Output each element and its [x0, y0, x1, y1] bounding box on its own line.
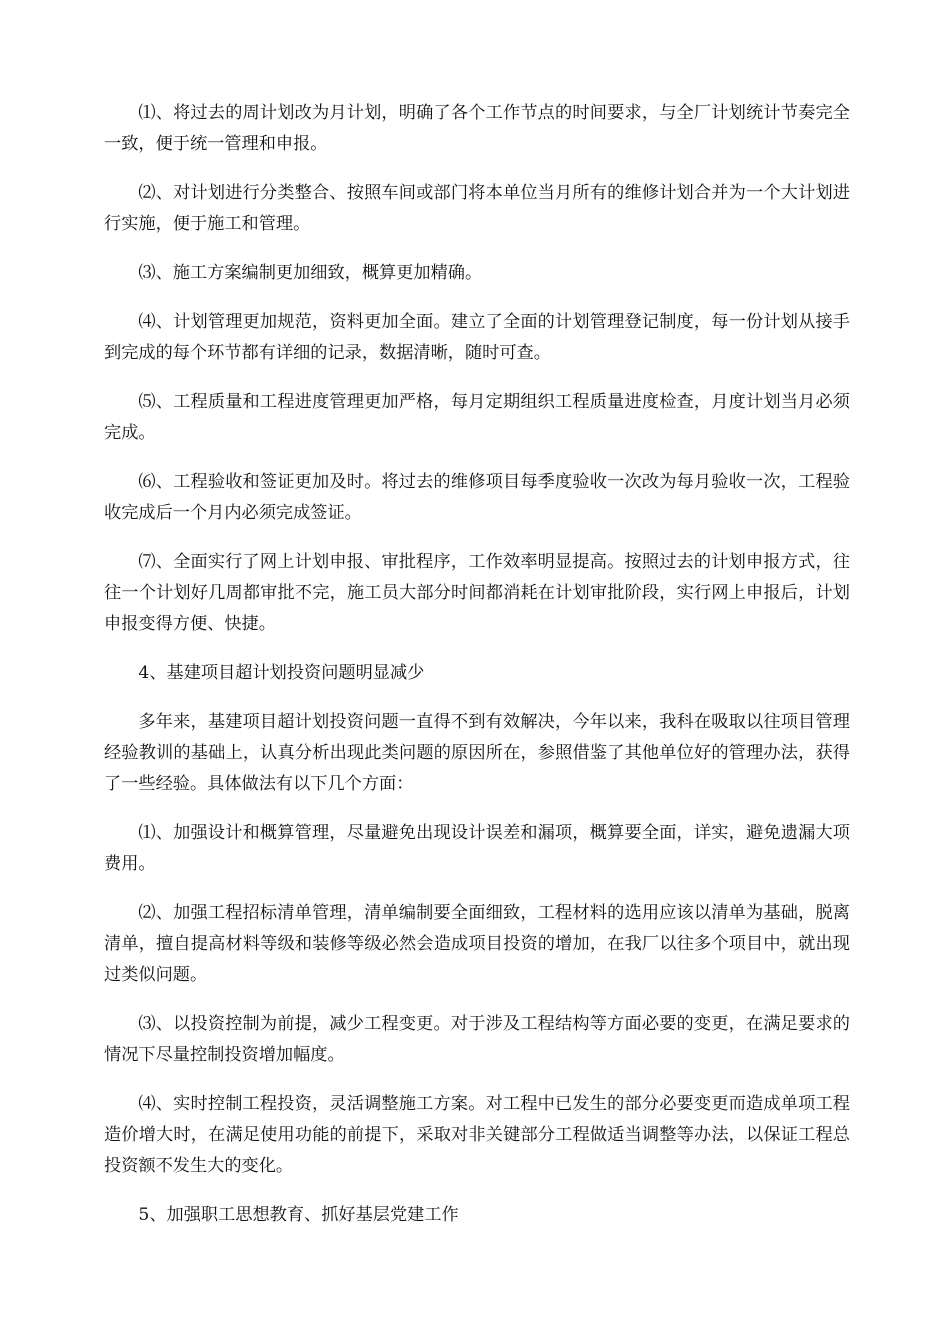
- section-heading-education: 5、加强职工思想教育、抓好基层党建工作: [138, 1205, 459, 1225]
- paragraph-acceptance-visa: ⑹、工程验收和签证更加及时。将过去的维修项目每季度验收一次改为每月验收一次，工程验收完成后一个月内必须完成签证。: [104, 472, 850, 523]
- paragraph-design-budget: ⑴、加强设计和概算管理，尽量避免出现设计误差和漏项，概算要全面，详实，避免遗漏大项费用。: [104, 823, 850, 874]
- paragraph-plan-integration: ⑵、对计划进行分类整合、按照车间或部门将本单位当月所有的维修计划合并为一个大计划进行实施，便于施工和管理。: [104, 183, 850, 234]
- paragraph-bidding-list: ⑵、加强工程招标清单管理，清单编制要全面细致，工程材料的选用应该以清单为基础，脱离清单，擅自提高材料等级和装修等级必然会造成项目投资的增加，在我厂以往多个项目中，就出现过类似问题。: [104, 903, 850, 985]
- paragraph-plan-management: ⑷、计划管理更加规范，资料更加全面。建立了全面的计划管理登记制度，每一份计划从接手到完成的每个环节都有详细的记录，数据清晰，随时可查。: [104, 312, 850, 363]
- paragraph-quality-progress: ⑸、工程质量和工程进度管理更加严格，每月定期组织工程质量进度检查，月度计划当月必须完成。: [104, 392, 850, 443]
- paragraph-investment-intro: 多年来，基建项目超计划投资问题一直得不到有效解决，今年以来，我科在吸取以往项目管理经验教训的基础上，认真分析出现此类问题的原因所在，参照借鉴了其他单位好的管理办法，获得了一些经验。具体做法有以下几个方面：: [104, 712, 850, 794]
- paragraph-online-approval: ⑺、全面实行了网上计划申报、审批程序，工作效率明显提高。按照过去的计划申报方式，往往一个计划好几周都审批不完，施工员大部分时间都消耗在计划审批阶段，实行网上申报后，计划申报变得方便、快捷。: [104, 552, 850, 634]
- paragraph-construction-scheme: ⑶、施工方案编制更加细致，概算更加精确。: [138, 263, 483, 283]
- paragraph-change-control: ⑶、以投资控制为前提，减少工程变更。对于涉及工程结构等方面必要的变更，在满足要求的情况下尽量控制投资增加幅度。: [104, 1014, 850, 1065]
- paragraph-plan-monthly: ⑴、将过去的周计划改为月计划，明确了各个工作节点的时间要求，与全厂计划统计节奏完全一致，便于统一管理和申报。: [104, 103, 850, 154]
- paragraph-realtime-control: ⑷、实时控制工程投资，灵活调整施工方案。对工程中已发生的部分必要变更而造成单项工程造价增大时，在满足使用功能的前提下，采取对非关键部分工程做适当调整等办法，以保证工程总投资额不发生大的变化。: [104, 1094, 850, 1176]
- section-heading-investment: 4、基建项目超计划投资问题明显减少: [138, 663, 425, 683]
